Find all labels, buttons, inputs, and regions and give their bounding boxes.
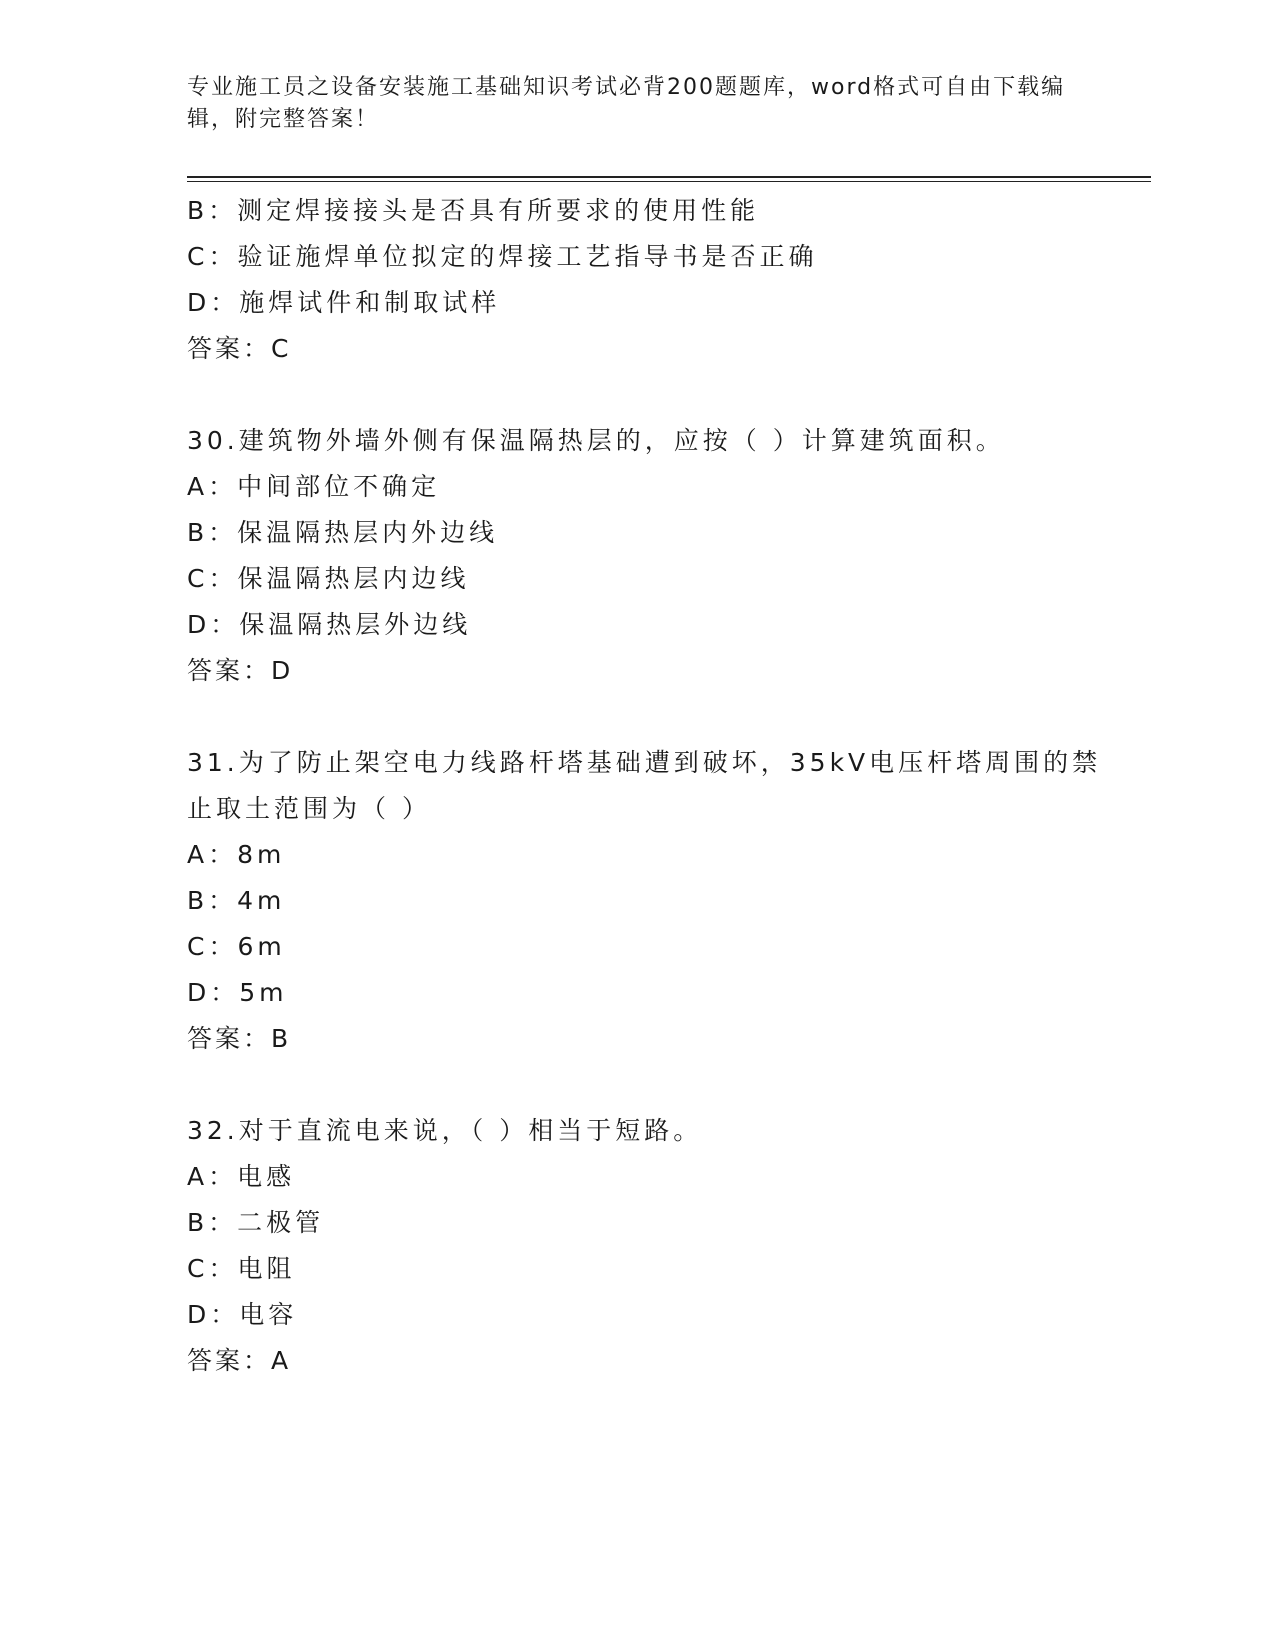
- question-stem: 30.建筑物外墙外侧有保温隔热层的，应按（ ）计算建筑面积。: [187, 426, 1005, 455]
- option-a: A：中间部位不确定: [187, 472, 441, 501]
- answer: 答案：A: [187, 1346, 292, 1375]
- answer: 答案：D: [187, 656, 294, 685]
- option-a: A：8m: [187, 840, 286, 869]
- spacer: [187, 694, 1087, 740]
- question-31: [187, 740, 1102, 1062]
- option-d: D：5m: [187, 978, 288, 1007]
- option-b: B：测定焊接接头是否具有所要求的使用性能: [187, 196, 760, 225]
- question-stem-line-1: 31.为了防止架空电力线路杆塔基础遭到破坏，35kV电压杆塔周围的禁: [187, 748, 1102, 777]
- option-c: C：电阻: [187, 1254, 296, 1283]
- spacer: [187, 1062, 1087, 1108]
- header-divider-thin: [187, 181, 1151, 182]
- question-32: [187, 1108, 1087, 1384]
- question-stem-line-2: 止取土范围为（ ）: [187, 794, 431, 823]
- header-title: 专业施工员之设备安装施工基础知识考试必背200题题库，word格式可自由下载编辑，附完整答案！: [187, 75, 1066, 132]
- answer: 答案：B: [187, 1024, 292, 1053]
- option-d: D：电容: [187, 1300, 298, 1329]
- spacer: [187, 372, 1087, 418]
- question-30: [187, 418, 1087, 694]
- option-c: C：验证施焊单位拟定的焊接工艺指导书是否正确: [187, 242, 818, 271]
- option-b: B：保温隔热层内外边线: [187, 518, 499, 547]
- header-divider-thick: [187, 176, 1151, 178]
- option-d: D：施焊试件和制取试样: [187, 288, 501, 317]
- option-a: A：电感: [187, 1162, 296, 1191]
- option-c: C：6m: [187, 932, 286, 961]
- question-list: [187, 188, 1102, 1384]
- document-header: [187, 72, 1067, 136]
- option-b: B：4m: [187, 886, 286, 915]
- question-29-continued: [187, 188, 1087, 372]
- option-c: C：保温隔热层内边线: [187, 564, 470, 593]
- question-stem: 32.对于直流电来说，（ ）相当于短路。: [187, 1116, 703, 1145]
- option-d: D：保温隔热层外边线: [187, 610, 472, 639]
- answer: 答案：C: [187, 334, 292, 363]
- option-b: B：二极管: [187, 1208, 325, 1237]
